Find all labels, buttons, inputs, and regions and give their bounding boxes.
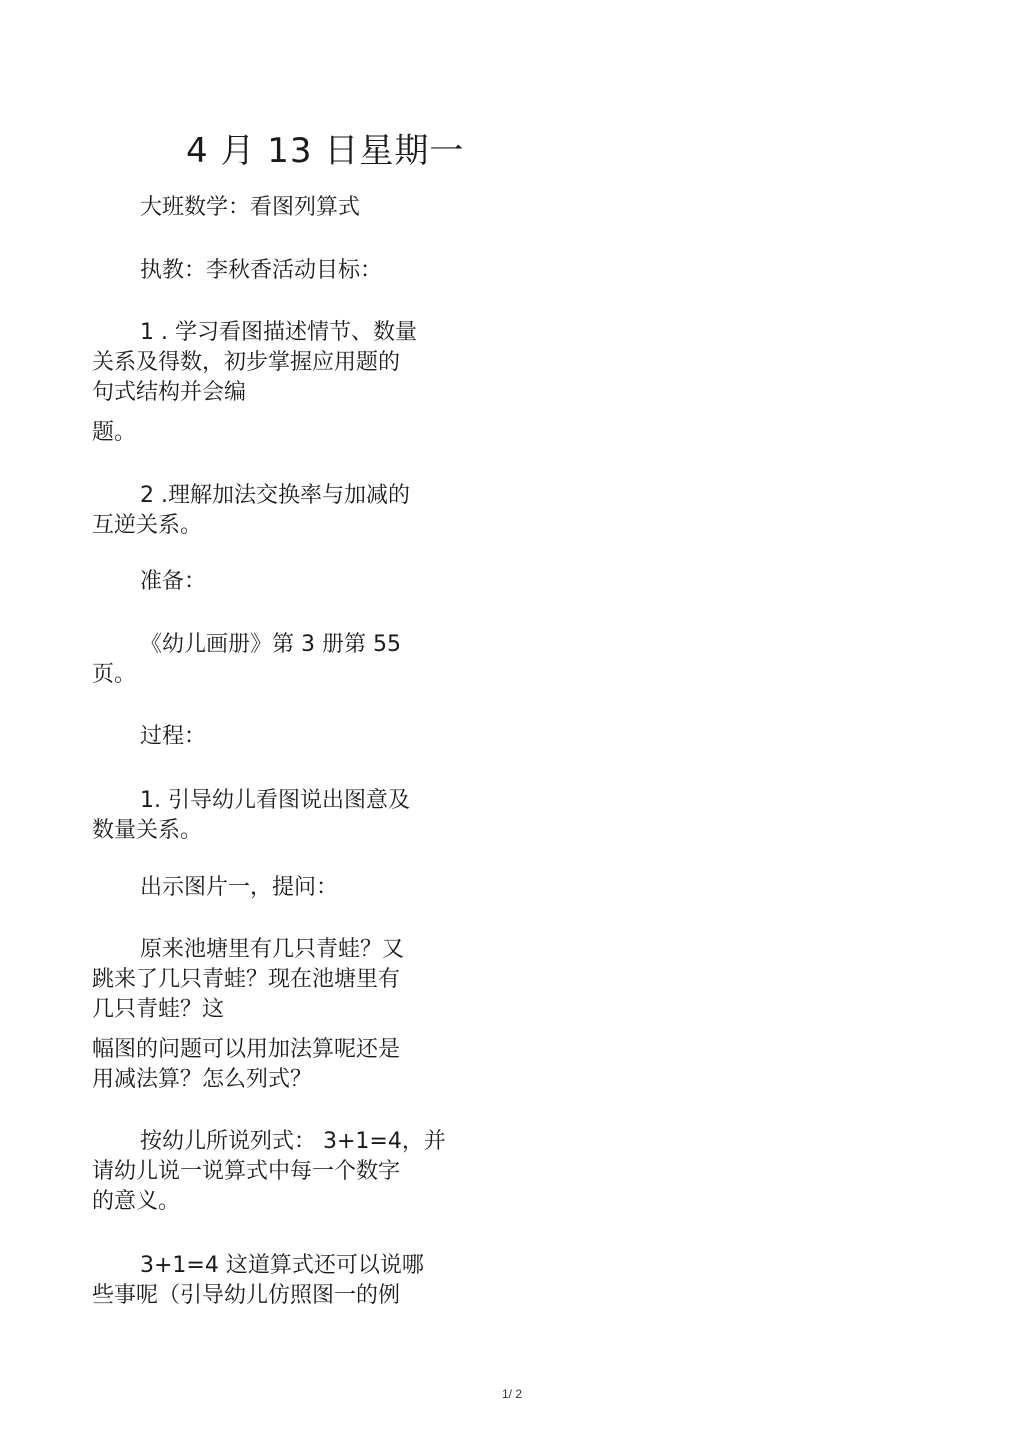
equation-line-1: 按幼儿所说列式： 3+1=4，并 xyxy=(140,1129,446,1154)
equation-line-3: 的意义。 xyxy=(92,1189,181,1214)
process-heading: 过程： xyxy=(140,724,207,749)
preparation-line-1: 《幼儿画册》第 3 册第 55 xyxy=(140,632,401,657)
show-picture-line: 出示图片一，提问： xyxy=(140,875,339,900)
extension-line-2: 些事呢（引导幼儿仿照图一的例 xyxy=(92,1283,401,1308)
step-1-line-1: 1. 引导幼儿看图说出图意及 xyxy=(140,788,410,813)
question-line-1: 原来池塘里有几只青蛙？又 xyxy=(140,937,405,962)
preparation-line-2: 页。 xyxy=(92,662,137,687)
question-line-2: 跳来了几只青蛙？现在池塘里有 xyxy=(92,967,401,992)
goal-2-line-1: 2 .理解加法交换率与加减的 xyxy=(140,483,410,508)
question-line-5: 用减法算？怎么列式？ xyxy=(92,1067,313,1092)
page-title: 4 月 13 日星期一 xyxy=(186,131,465,171)
goal-1-line-4: 题。 xyxy=(92,420,137,445)
goal-1-line-3: 句式结构并会编 xyxy=(92,380,247,405)
preparation-heading: 准备： xyxy=(140,569,207,594)
extension-line-1: 3+1=4 这道算式还可以说哪 xyxy=(140,1253,424,1278)
equation-line-2: 请幼儿说一说算式中每一个数字 xyxy=(92,1159,401,1184)
question-line-3: 几只青蛙？这 xyxy=(92,997,225,1022)
step-1-line-2: 数量关系。 xyxy=(92,818,203,843)
question-line-4: 幅图的问题可以用加法算呢还是 xyxy=(92,1037,401,1062)
page-number: 1/ 2 xyxy=(501,1387,522,1401)
goal-1-line-2: 关系及得数，初步掌握应用题的 xyxy=(92,350,401,375)
teacher-and-goals: 执教：李秋香活动目标： xyxy=(140,258,383,283)
lesson-subject: 大班数学：看图列算式 xyxy=(140,195,361,220)
goal-2-line-2: 互逆关系。 xyxy=(92,513,203,538)
goal-1-line-1: 1 . 学习看图描述情节、数量 xyxy=(140,320,417,345)
